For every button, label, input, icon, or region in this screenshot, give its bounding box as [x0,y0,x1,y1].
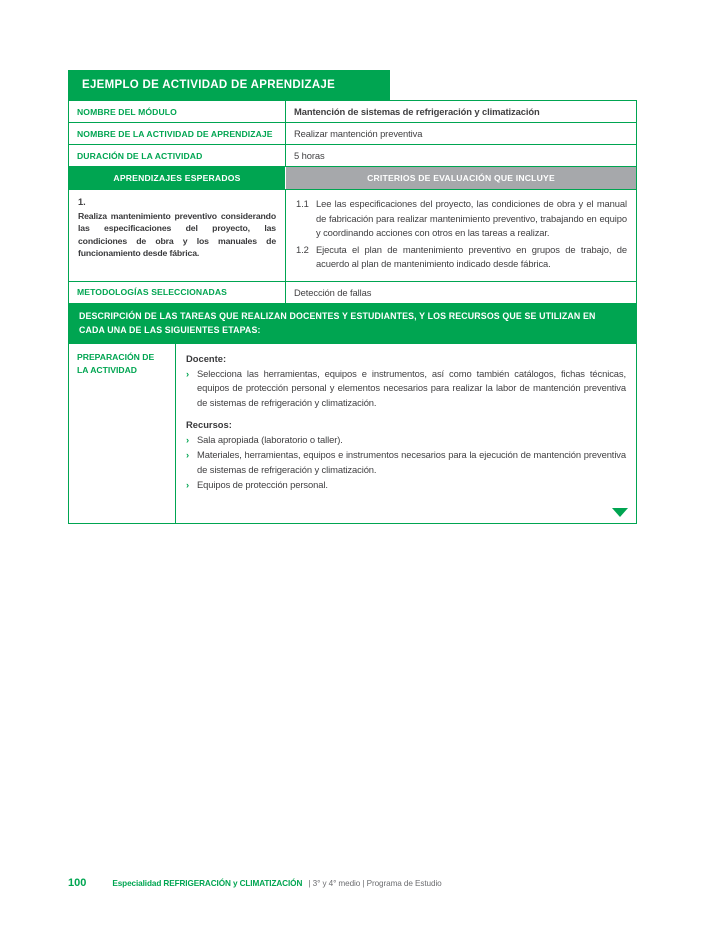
list-item [186,367,626,411]
table-row-methodology [69,282,636,304]
description-banner: DESCRIPCIÓN DE LAS TAREAS QUE REALIZAN DOCENTES Y ESTUDIANTES, Y LOS RECURSOS QUE SE UTILIZAN EN CADA UNA DE LAS SIGUIENTES ETAPAS: [69,304,636,343]
description-banner-row [69,304,636,344]
expected-learning-text: Realiza mantenimiento preventivo considerando las especificaciones del proyecto, las condiciones de obra y los manuales de funcionamiento desde fábrica. [78,211,276,259]
list-item [186,478,626,493]
list-item [186,448,626,477]
criteria-item [296,197,627,241]
page-number: 100 [68,877,87,889]
list-item-text: Equipos de protección personal. [197,479,328,491]
recursos-heading: Recursos: [186,418,232,430]
duration-value: 5 horas [294,150,325,161]
bullet-icon: › [186,433,190,445]
expected-learning-cell [69,190,286,281]
expected-learning-number: 1. [78,197,86,207]
page-footer [68,877,442,889]
criteria-number: 1.1 [296,198,309,209]
preparation-label: PREPARACIÓN DE LA ACTIVIDAD [69,344,176,523]
module-value: Mantención de sistemas de refrigeración y climatización [294,106,540,117]
activity-name-value: Realizar mantención preventiva [294,128,423,139]
criteria-text: Ejecuta el plan de mantenimiento preventivo en grupos de trabajo, de acuerdo al plan de mantenimiento indicado desde fábrica. [316,243,627,270]
evaluation-criteria-header: CRITERIOS DE EVALUACIÓN QUE INCLUYE [286,167,636,189]
table-row-learning-criteria [69,190,636,282]
footer-program-info: | 3° y 4° medio | Programa de Estudio [308,879,442,888]
methodology-label: METODOLOGÍAS SELECCIONADAS [69,282,286,303]
activity-document [68,70,637,524]
recursos-list [186,433,626,493]
docente-list [186,367,626,411]
footer-text [112,879,441,888]
list-item-text: Materiales, herramientas, equipos e instrumentos necesarios para la ejecución de mantención preventiva de sistemas de refrigeración y climatización. [197,449,626,475]
preparation-content [176,344,636,523]
list-item-text: Selecciona las herramientas, equipos e instrumentos, así como también catálogos, fichas técnicas, equipos de protección personal y elementos necesarios para realizar la labor de mantención preventiva de sistemas de refrigeración y climatización. [197,367,626,409]
bullet-icon: › [186,367,190,379]
activity-table [68,100,637,524]
methodology-value: Detección de fallas [294,286,372,298]
section-title-bar [68,70,390,100]
bullet-icon: › [186,479,190,491]
table-row-activity-name [69,123,636,145]
table-row-duration [69,145,636,167]
criteria-item [296,243,627,272]
table-header-row [69,167,636,190]
docente-heading: Docente: [186,352,227,364]
duration-label: DURACIÓN DE LA ACTIVIDAD [69,145,286,166]
section-title: EJEMPLO DE ACTIVIDAD DE APRENDIZAJE [82,79,336,91]
evaluation-criteria-cell [286,190,636,281]
criteria-text: Lee las especificaciones del proyecto, las condiciones de obra y el manual de fabricación para realizar mantenimiento preventivo, trabajando en equipo y coordinando acciones con otros en las tareas a realizar. [316,198,627,239]
table-row-module [69,101,636,123]
table-row-preparation [69,344,636,523]
expected-learning-header: APRENDIZAJES ESPERADOS [69,167,286,189]
list-item [186,433,626,448]
criteria-number: 1.2 [296,243,309,255]
footer-specialty: Especialidad REFRIGERACIÓN y CLIMATIZACIÓN [112,879,303,888]
activity-name-label: NOMBRE DE LA ACTIVIDAD DE APRENDIZAJE [69,123,286,144]
bullet-icon: › [186,449,190,461]
module-label: NOMBRE DEL MÓDULO [69,101,286,122]
list-item-text: Sala apropiada (laboratorio o taller). [197,433,343,445]
continuation-triangle-icon [612,508,628,517]
